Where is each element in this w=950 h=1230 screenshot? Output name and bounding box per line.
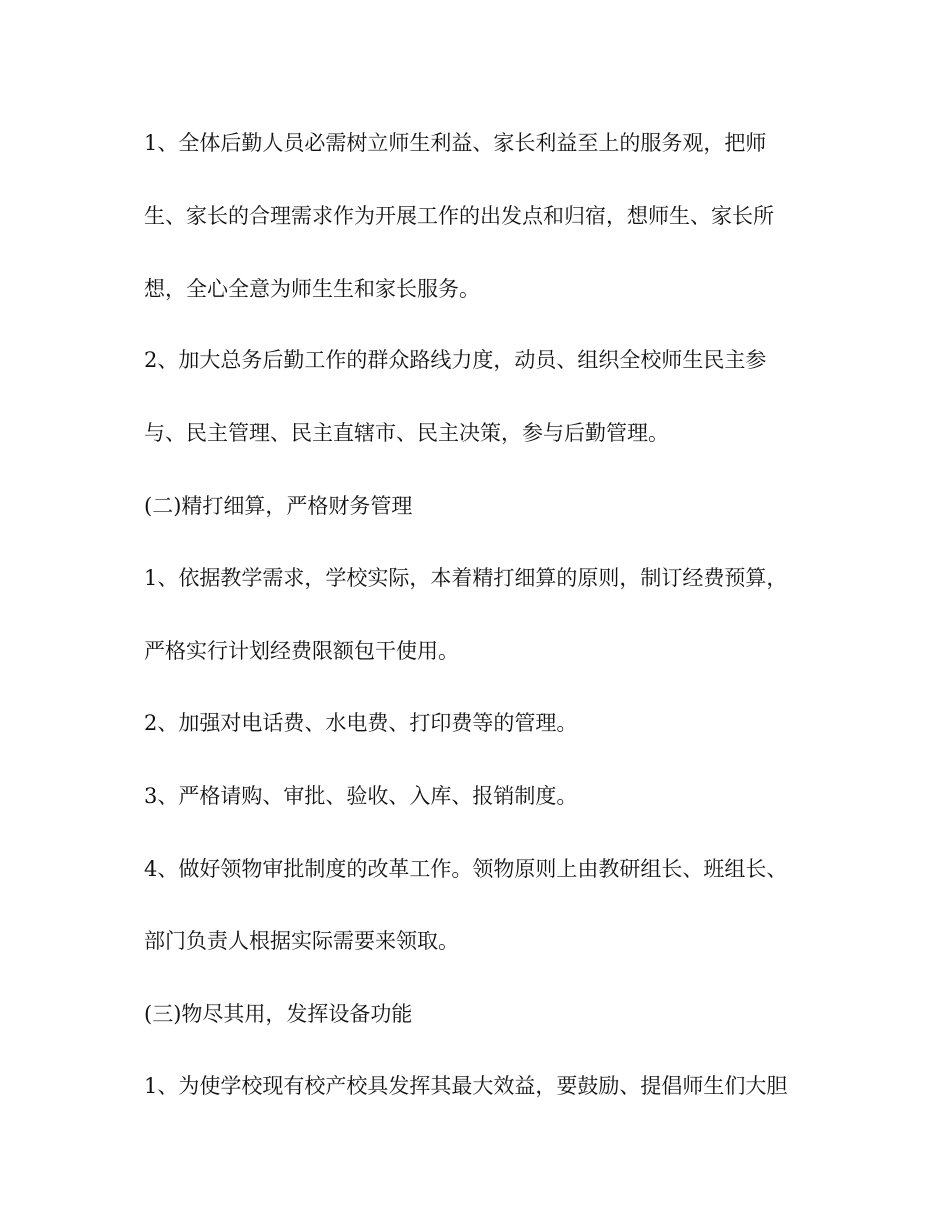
paragraph-1-line-3: 想，全心全意为师生生和家长服务。 bbox=[144, 277, 480, 301]
section-heading-2: (二)精打细算，严格财务管理 bbox=[144, 494, 413, 518]
paragraph-5: 3、严格请购、审批、验收、入库、报销制度。 bbox=[144, 784, 578, 808]
paragraph-3-line-1: 1、依据教学需求，学校实际，本着精打细算的原则，制订经费预算， bbox=[144, 566, 788, 590]
paragraph-3-line-2: 严格实行计划经费限额包干使用。 bbox=[144, 639, 459, 663]
paragraph-7-line-1: 1、为使学校现有校产校具发挥其最大效益，要鼓励、提倡师生们大胆 bbox=[144, 1074, 788, 1098]
paragraph-6-line-1: 4、做好领物审批制度的改革工作。领物原则上由教研组长、班组长、 bbox=[144, 857, 788, 881]
paragraph-1-line-1: 1、全体后勤人员必需树立师生利益、家长利益至上的服务观，把师 bbox=[144, 131, 767, 155]
paragraph-2-line-1: 2、加大总务后勤工作的群众路线力度，动员、组织全校师生民主参 bbox=[144, 348, 767, 372]
paragraph-6-line-2: 部门负责人根据实际需要来领取。 bbox=[144, 929, 459, 953]
paragraph-2-line-2: 与、民主管理、民主直辖市、民主决策，参与后勤管理。 bbox=[144, 421, 669, 445]
section-heading-3: (三)物尽其用，发挥设备功能 bbox=[144, 1002, 413, 1026]
paragraph-1-line-2: 生、家长的合理需求作为开展工作的出发点和归宿，想师生、家长所 bbox=[144, 204, 774, 228]
paragraph-4: 2、加强对电话费、水电费、打印费等的管理。 bbox=[144, 711, 578, 735]
